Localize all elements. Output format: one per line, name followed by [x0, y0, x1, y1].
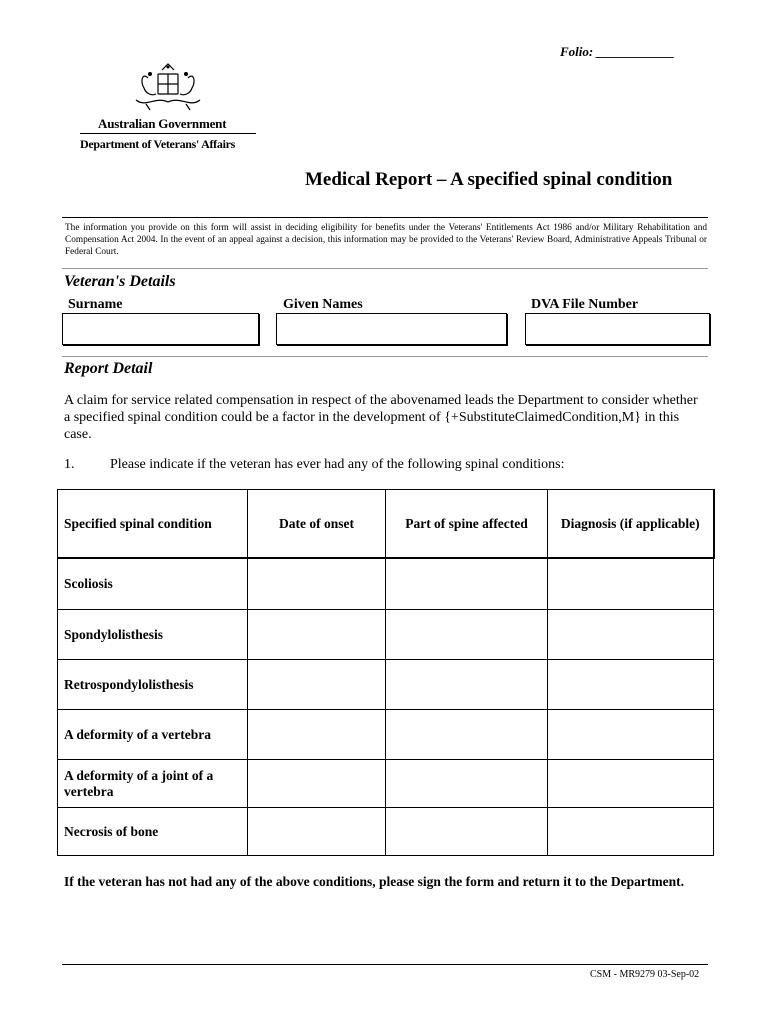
- condition-name: A deformity of a joint of a vertebra: [58, 760, 248, 808]
- table-header-row: [58, 490, 714, 558]
- date-of-onset-cell[interactable]: [248, 760, 386, 808]
- given-names-field[interactable]: [276, 313, 507, 345]
- diagnosis-cell[interactable]: [548, 610, 714, 660]
- date-of-onset-cell[interactable]: [248, 710, 386, 760]
- condition-name: Spondylolisthesis: [58, 610, 248, 660]
- part-of-spine-cell[interactable]: [386, 760, 548, 808]
- table-row: [58, 760, 714, 808]
- folio-label: Folio: ____________: [560, 44, 675, 59]
- date-of-onset-cell[interactable]: [248, 558, 386, 610]
- table-row: [58, 710, 714, 760]
- intro-divider: [62, 268, 708, 269]
- details-divider: [62, 356, 708, 357]
- form-code: CSM - MR9279 03-Sep-02: [590, 969, 700, 980]
- header-part-of-spine: Part of spine affected: [386, 490, 548, 558]
- condition-name: Retrospondylolisthesis: [58, 660, 248, 710]
- date-of-onset-cell[interactable]: [248, 610, 386, 660]
- department-name: Department of Veterans' Affairs: [80, 137, 236, 151]
- table-row: [58, 610, 714, 660]
- condition-name: Necrosis of bone: [58, 808, 248, 856]
- dva-file-number-label: DVA File Number: [531, 297, 639, 312]
- government-name: Australian Government: [98, 116, 227, 131]
- part-of-spine-cell[interactable]: [386, 808, 548, 856]
- part-of-spine-cell[interactable]: [386, 610, 548, 660]
- date-of-onset-cell[interactable]: [248, 808, 386, 856]
- diagnosis-cell[interactable]: [548, 808, 714, 856]
- given-names-label: Given Names: [283, 297, 363, 312]
- diagnosis-cell[interactable]: [548, 660, 714, 710]
- veteran-details-heading: Veteran's Details: [64, 273, 176, 290]
- diagnosis-cell[interactable]: [548, 710, 714, 760]
- header-diagnosis: Diagnosis (if applicable): [548, 490, 714, 558]
- report-detail-heading: Report Detail: [64, 360, 153, 377]
- condition-name: A deformity of a vertebra: [58, 710, 248, 760]
- coat-of-arms-icon: [128, 60, 208, 116]
- title-divider: [62, 217, 708, 218]
- condition-name: Scoliosis: [58, 558, 248, 610]
- question-text: Please indicate if the veteran has ever had any of the following spinal conditions:: [110, 457, 565, 472]
- header-condition: Specified spinal condition: [58, 490, 248, 558]
- intro-text: The information you provide on this form will assist in deciding eligibility for benefits under the Veterans' Entitlements Act 1986 and/or Military Rehabilitation and Compensation Act 2004. In the event of an appeal against a decision, this information may be provided to the Veterans' Review Board, Administrative Appeals Tribunal or Federal Court.: [65, 223, 707, 257]
- surname-label: Surname: [68, 297, 123, 312]
- header-date-of-onset: Date of onset: [248, 490, 386, 558]
- closing-instruction: If the veteran has not had any of the above conditions, please sign the form and return it to the Department.: [64, 874, 684, 889]
- government-divider: [80, 133, 256, 134]
- dva-file-number-field[interactable]: [525, 313, 710, 345]
- surname-field[interactable]: [62, 313, 259, 345]
- report-paragraph: A claim for service related compensation in respect of the abovenamed leads the Department to consider whether a specified spinal condition could be a factor in the development of {+SubstituteClaimedCondition,M} in this case.: [64, 393, 698, 442]
- question-number: 1.: [64, 457, 75, 472]
- part-of-spine-cell[interactable]: [386, 558, 548, 610]
- date-of-onset-cell[interactable]: [248, 660, 386, 710]
- table-row: [58, 558, 714, 610]
- table-row: [58, 808, 714, 856]
- footer-divider: [62, 964, 708, 965]
- diagnosis-cell[interactable]: [548, 558, 714, 610]
- table-row: [58, 660, 714, 710]
- form-title: Medical Report – A specified spinal condition: [305, 169, 673, 190]
- spinal-conditions-table: [57, 489, 715, 856]
- part-of-spine-cell[interactable]: [386, 660, 548, 710]
- part-of-spine-cell[interactable]: [386, 710, 548, 760]
- diagnosis-cell[interactable]: [548, 760, 714, 808]
